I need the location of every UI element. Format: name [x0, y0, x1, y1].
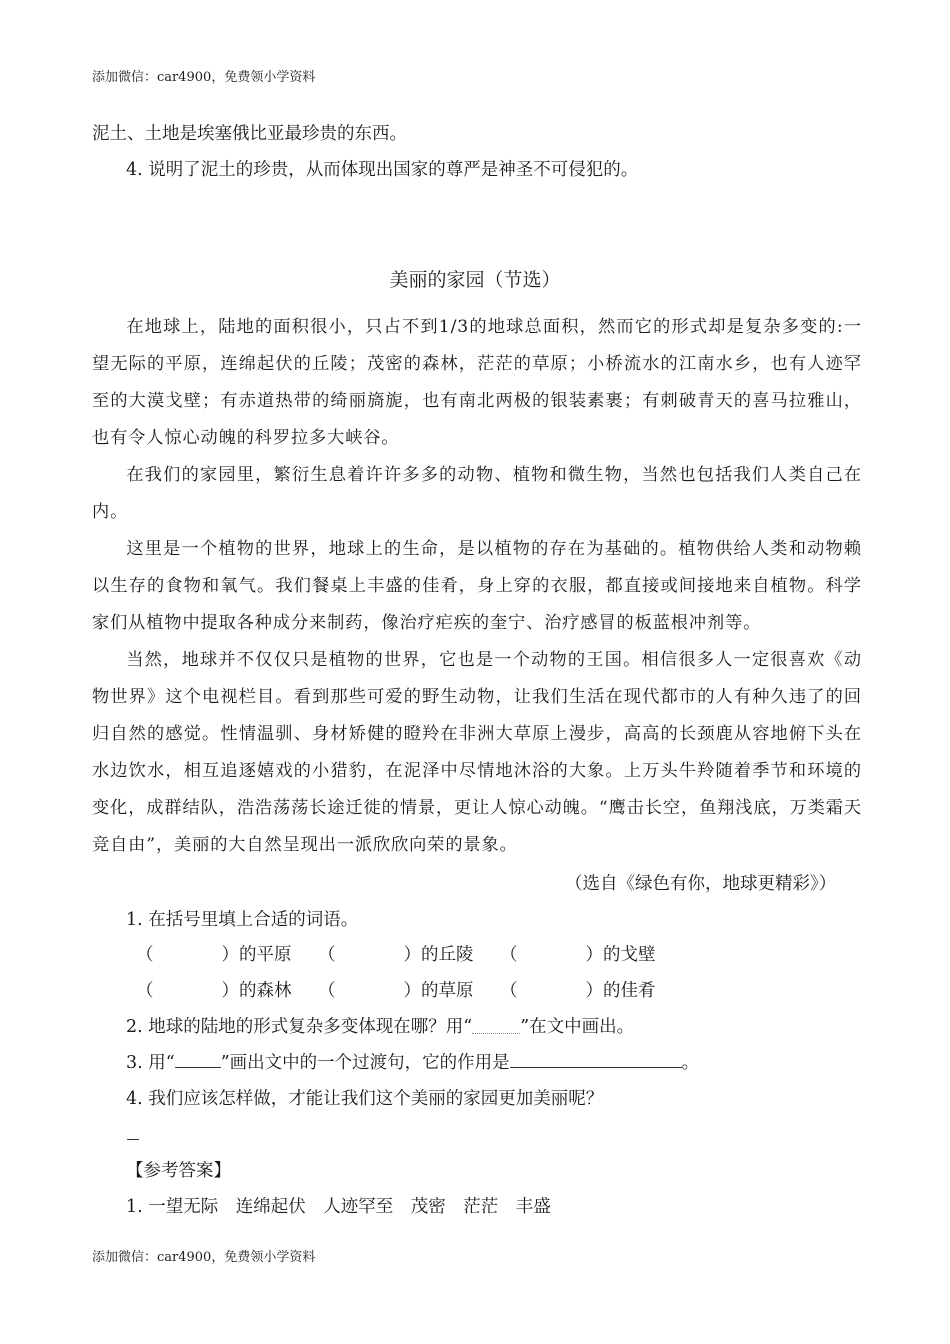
blank-desert: ）的戈壁	[585, 945, 656, 965]
question-1: 1. 在括号里填上合适的词语。	[126, 910, 359, 930]
wavy-line-mark	[472, 1019, 520, 1034]
blank-grassland: ）的草原	[403, 981, 474, 1001]
article-title: 美丽的家园（节选）	[389, 269, 561, 291]
q2-text-a: 2. 地球的陆地的形式复杂多变体现在哪？用“	[126, 1017, 473, 1037]
paren-open: （	[318, 945, 336, 965]
underline-mark	[175, 1053, 221, 1068]
q2-text-b: ”在文中画出。	[520, 1017, 635, 1037]
footer-note: 添加微信：car4900，免费领小学资料	[92, 1250, 316, 1265]
source-citation: （选自《绿色有你，地球更精彩》）	[565, 874, 837, 894]
blank-plain: ）的平原	[221, 945, 292, 965]
answer-1: 1. 一望无际 连绵起伏 人迹罕至 茂密 茫茫 丰盛	[126, 1197, 551, 1217]
question-3	[126, 1049, 699, 1074]
paragraph-1: 在地球上，陆地的面积很小，只占不到1/3的地球总面积，然而它的形式却是复杂多变的:一望无际的平原，连绵起伏的丘陵；茂密的森林，茫茫的草原；小桥流水的江南水乡，也有人迹罕至的大漠戈壁；有赤道热带的绮丽旖旎，也有南北两极的银装素裹；有刺破青天的喜马拉雅山，也有令人惊心动魄的科罗拉多大峡谷。	[92, 317, 862, 448]
q3-text-b: ”画出文中的一个过渡句，它的作用是	[220, 1053, 510, 1073]
q3-text-c: 。	[681, 1053, 700, 1073]
q1-row-2-c	[500, 977, 656, 1002]
header-note: 添加微信：car4900，免费领小学资料	[92, 70, 316, 85]
prev-answer-line: 泥土、土地是埃塞俄比亚最珍贵的东西。	[92, 124, 407, 144]
paren-open: （	[136, 981, 154, 1001]
prev-answer-item-4: 4. 说明了泥土的珍贵，从而体现出国家的尊严是神圣不可侵犯的。	[126, 160, 639, 180]
blank-forest: ）的森林	[221, 981, 292, 1001]
answers-heading: 【参考答案】	[126, 1161, 231, 1181]
question-2	[126, 1013, 634, 1038]
paragraph-3: 这里是一个植物的世界，地球上的生命，是以植物的存在为基础的。植物供给人类和动物赖以生存的食物和氧气。我们餐桌上丰盛的佳肴，身上穿的衣服，都直接或间接地来自植物。科学家们从植物中提取各种成分来制药，像治疗疟疾的奎宁、治疗感冒的板蓝根冲剂等。	[92, 539, 862, 633]
paren-open: （	[318, 981, 336, 1001]
answer-blank-line	[510, 1053, 682, 1068]
paren-open: （	[500, 945, 518, 965]
q1-row-1	[136, 941, 292, 966]
paren-open: （	[500, 981, 518, 1001]
short-rule	[127, 1139, 139, 1140]
q1-row-2-b	[318, 977, 474, 1002]
paren-open: （	[136, 945, 154, 965]
question-4: 4. 我们应该怎样做，才能让我们这个美丽的家园更加美丽呢？	[126, 1089, 604, 1109]
q1-row-2	[136, 977, 292, 1002]
q1-row-1-c	[500, 941, 656, 966]
blank-food: ）的佳肴	[585, 981, 656, 1001]
q3-text-a: 3. 用“	[126, 1053, 175, 1073]
blank-hills: ）的丘陵	[403, 945, 474, 965]
paragraph-2: 在我们的家园里，繁衍生息着许许多多的动物、植物和微生物，当然也包括我们人类自己在内。	[92, 465, 862, 522]
paragraph-4: 当然，地球并不仅仅只是植物的世界，它也是一个动物的王国。相信很多人一定很喜欢《动物世界》这个电视栏目。看到那些可爱的野生动物，让我们生活在现代都市的人有种久违了的回归自然的感觉。性情温驯、身材矫健的瞪羚在非洲大草原上漫步，高高的长颈鹿从容地俯下头在水边饮水，相互追逐嬉戏的小猎豹，在泥泽中尽情地沐浴的大象。上万头牛羚随着季节和环境的变化，成群结队，浩浩荡荡长途迁徙的情景，更让人惊心动魄。“鹰击长空，鱼翔浅底，万类霜天竞自由”，美丽的大自然呈现出一派欣欣向荣的景象。	[92, 650, 862, 855]
q1-row-1-b	[318, 941, 474, 966]
